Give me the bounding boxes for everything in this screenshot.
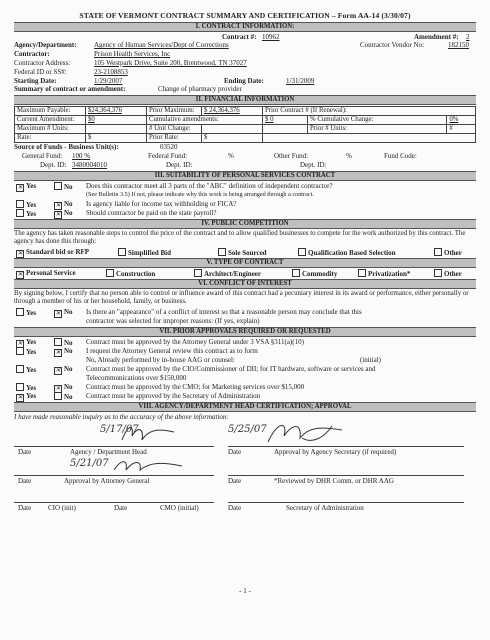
- no-label: No: [64, 199, 73, 208]
- conflict-question: [14, 308, 476, 317]
- conflict-no-checkbox[interactable]: ✕: [55, 311, 61, 318]
- section-1-heading: I. CONTRACT INFORMATION:: [14, 22, 476, 32]
- end-date: 1/31/2009: [286, 76, 315, 85]
- page-number: - 1 -: [239, 587, 251, 595]
- fedid-value: 23-2108853: [94, 67, 128, 76]
- contract-number: 10962: [262, 32, 280, 41]
- attorney-general-label: Approval by Attorney General: [64, 477, 150, 486]
- agency-label: Agency/Department:: [14, 41, 77, 50]
- cumulative-change-value: 0%: [447, 116, 476, 125]
- signature-block: [14, 422, 476, 516]
- secretary-label: Approval by Agency Secretary (if required): [274, 448, 397, 457]
- certification-statement: I have made reasonable inquiry as to the accuracy of the above information:: [14, 413, 229, 422]
- cmo-text: Contract must be approved by the CMO; for Marketing services over $15,000: [86, 383, 305, 392]
- prior-rate-value: $: [202, 134, 263, 143]
- date-label-5: Date: [18, 504, 32, 513]
- contractor-label: Contractor:: [14, 50, 50, 59]
- conflict-text: By signing below, I certify that no person able to control or influence award of this contract had a pecuniary interest in its award or performance, either personally or through a member of his or her household, family, or business.: [14, 289, 469, 306]
- review-no-checkbox[interactable]: ✕: [55, 350, 61, 357]
- sole-sourced-checkbox[interactable]: [218, 248, 226, 256]
- payroll-yes-checkbox[interactable]: [16, 209, 24, 217]
- cio-no-checkbox[interactable]: ✕: [55, 368, 61, 375]
- cmo-label: CMO (initial): [160, 504, 199, 513]
- approval-sec-admin: [14, 392, 476, 401]
- contract-form: [14, 12, 476, 516]
- sole-sourced-label: Sole Sourced: [228, 248, 267, 257]
- competition-text: The agency has taken reasonable steps to control the price of the contract and to allow qualified businesses to compete for the work authorized by this contract. The agency has done this through:: [14, 229, 466, 245]
- funds-row: [14, 152, 476, 161]
- vendor-number: 182150: [448, 41, 469, 50]
- abc-question: [14, 182, 476, 191]
- financial-table: [14, 106, 476, 143]
- vendor-label: Contractor Vendor No:: [360, 41, 425, 50]
- simplified-bid-label: Simplified Bid: [128, 248, 171, 257]
- current-amendment-label: Current Amendment:: [15, 116, 86, 125]
- cmo-yes-checkbox[interactable]: [16, 383, 24, 391]
- fedid-label: Federal ID or SS#:: [14, 67, 67, 76]
- review-text: I request the Attorney General review this contract as to form: [86, 347, 258, 356]
- date-label-6: Date: [114, 504, 128, 513]
- abc-note-text: (See Bulletin 3.5) If not, please indicate why this work is being arranged through a contract.: [86, 190, 314, 198]
- abc-note: [14, 191, 476, 200]
- prior-max-value: $ 24,364,376: [202, 107, 263, 116]
- source-label: Source of Funds - Business Unit(s):: [14, 143, 119, 152]
- max-units-label: Maximum # Units:: [15, 125, 86, 134]
- architect-checkbox[interactable]: [194, 269, 202, 277]
- contract-type-options: [14, 269, 476, 278]
- section-3-heading: III. SUITABILITY OF PERSONAL SERVICES CONTRACT: [14, 171, 476, 181]
- date-label-4: Date: [228, 477, 242, 486]
- tax-question-text: Is agency liable for income tax withholding or FICA?: [86, 199, 237, 208]
- dept-id-label-3: Dept. ID:: [300, 160, 327, 169]
- type-other-checkbox[interactable]: [434, 269, 442, 277]
- amendment-number: 2: [466, 32, 470, 41]
- no-label: No: [64, 347, 73, 356]
- architect-label: Architect/Engineer: [204, 269, 262, 278]
- general-fund-value: 100 %: [72, 151, 91, 160]
- address-label: Contractor Address:: [14, 58, 71, 67]
- approval-cmo: [14, 383, 476, 392]
- dept-id-row: [14, 161, 476, 170]
- source-value: 03520: [160, 143, 178, 152]
- amendment-label: Amendment #:: [414, 32, 459, 41]
- handwritten-date-1: 5/17/07: [100, 424, 139, 436]
- qbs-checkbox[interactable]: [298, 248, 306, 256]
- summary-row: [14, 85, 476, 94]
- dept-id-label-1: Dept. ID:: [40, 160, 67, 169]
- personal-service-checkbox[interactable]: ✕: [17, 271, 23, 278]
- cumulative-change-label: % Cumulative Change:: [308, 116, 447, 125]
- federal-fund-value: %: [228, 151, 234, 160]
- no-label: No: [64, 393, 73, 402]
- date-label-7: Date: [228, 504, 242, 513]
- source-funds-row: [14, 143, 476, 152]
- contract-label: Contract #:: [222, 32, 257, 41]
- fund-code-label: Fund Code:: [384, 151, 417, 160]
- payroll-no-checkbox[interactable]: ✕: [55, 211, 61, 218]
- agency-head-signature: [118, 422, 178, 444]
- handwritten-date-2: 5/25/07: [228, 424, 267, 436]
- standard-bid-checkbox[interactable]: ✕: [17, 250, 23, 257]
- payroll-question: [14, 209, 476, 218]
- qbs-label: Qualification Based Selection: [308, 248, 396, 257]
- date-label-3: Date: [18, 477, 32, 486]
- competition-options: [14, 248, 476, 257]
- approval-ag-review: [14, 347, 476, 356]
- secadmin-yes-checkbox[interactable]: ✕: [17, 395, 23, 402]
- no-label: No: [64, 365, 73, 374]
- certification-text: [14, 413, 476, 422]
- review-yes-checkbox[interactable]: [16, 347, 24, 355]
- other-fund-value: %: [346, 151, 352, 160]
- other-fund-label: Other Fund:: [274, 151, 309, 160]
- max-pay-value: $24,364,376: [86, 107, 147, 116]
- ag-yes-checkbox[interactable]: ✕: [17, 341, 23, 348]
- ag-no-checkbox[interactable]: [54, 338, 62, 346]
- standard-bid-label: Standard bid or RFP: [26, 247, 90, 256]
- approval-ag: [14, 338, 476, 347]
- cio-text: Contract must be approved by the CIO/Commissioner of DII; for IT hardware, software or services and: [86, 365, 376, 374]
- contract-number-row: [14, 33, 476, 42]
- section-4-heading: IV. PUBLIC COMPETITION: [14, 219, 476, 229]
- prior-rate-label: Prior Rate:: [147, 134, 202, 143]
- prior-max-label: Prior Maximum:: [147, 107, 202, 116]
- payroll-question-text: Should contractor be paid on the state payroll?: [86, 208, 217, 217]
- rate-value: $: [86, 134, 147, 143]
- approval-cio-cont: [14, 374, 476, 383]
- contractor-row: [14, 50, 476, 59]
- dept-id-label-2: Dept. ID:: [166, 160, 193, 169]
- construction-label: Construction: [116, 269, 156, 278]
- prior-units-value: #: [447, 125, 476, 134]
- agency-head-label: Agency / Department Head: [70, 448, 147, 457]
- construction-checkbox[interactable]: [106, 269, 114, 277]
- rate-label: Rate:: [15, 134, 86, 143]
- conflict-question-text: Is there an "appearance" of a conflict of interest so that a reasonable person may conclude that this: [86, 308, 362, 317]
- commodity-checkbox[interactable]: [292, 269, 300, 277]
- max-pay-label: Maximum Payable:: [15, 107, 86, 116]
- section-7-heading: VII. PRIOR APPROVALS REQUIRED OR REQUESTED: [14, 327, 476, 337]
- secadmin-text: Contract must be approved by the Secretary of Administration: [86, 392, 261, 401]
- yes-label: Yes: [26, 366, 37, 375]
- approval-cio: [14, 365, 476, 374]
- no-label: No: [64, 182, 73, 191]
- no-label: No: [64, 339, 73, 348]
- prior-contract-label: Prior Contract # (If Renewal):: [263, 107, 476, 116]
- yes-label: Yes: [26, 209, 37, 218]
- section-6-heading: VI. CONFLICT OF INTEREST: [14, 279, 476, 289]
- summary-label: Summary of contract or amendment:: [14, 85, 126, 94]
- cumulative-amendments-label: Cumulative amendments:: [147, 116, 263, 125]
- conflict-yes-checkbox[interactable]: [16, 308, 24, 316]
- date-label-2: Date: [228, 448, 242, 457]
- start-date: 1/29/2007: [94, 76, 123, 85]
- secretary-signature: [262, 418, 352, 448]
- address-row: [14, 59, 476, 68]
- abc-question-text: Does this contractor meet all 3 parts of the "ABC" definition of independent contractor?: [86, 181, 333, 190]
- unit-change-label: # Unit Change:: [147, 125, 202, 134]
- no-label: No: [64, 308, 73, 317]
- section-2-heading: II. FINANCIAL INFORMATION: [14, 95, 476, 105]
- address-value: 105 Westpark Drive, Suite 200, Brentwood, TN 37027: [94, 58, 247, 67]
- simplified-bid-checkbox[interactable]: [118, 248, 126, 256]
- commodity-label: Commodity: [302, 269, 338, 278]
- yes-label: Yes: [26, 392, 37, 401]
- yes-label: Yes: [26, 338, 37, 347]
- cio-text-2: Telecommunications over $150,000: [86, 374, 187, 383]
- competition-other-checkbox[interactable]: [434, 248, 442, 256]
- privatization-label: Privatization*: [368, 269, 411, 278]
- abc-no-checkbox[interactable]: [54, 182, 62, 190]
- initial-label: (initial): [360, 356, 381, 365]
- approval-ag-inhouse: [14, 356, 476, 365]
- summary-value: Change of pharmacy provider: [158, 85, 242, 94]
- fedid-row: [14, 68, 476, 77]
- cio-yes-checkbox[interactable]: [16, 365, 24, 373]
- date-label-1: Date: [18, 448, 32, 457]
- competition-other-label: Other: [444, 248, 462, 257]
- tax-question: [14, 200, 476, 209]
- dates-row: [14, 77, 476, 86]
- general-fund-label: General Fund:: [22, 151, 63, 160]
- no-label: No: [64, 208, 73, 217]
- section-8-heading: VIII. AGENCY/DEPARTMENT HEAD CERTIFICATION; APPROVAL: [14, 402, 476, 412]
- ag-text: Contract must be approved by the Attorney General under 3 VSA §311(a)(10): [86, 338, 304, 347]
- yes-label: Yes: [26, 384, 37, 393]
- sec-admin-label: Secretary of Administration: [286, 504, 364, 513]
- abc-yes-checkbox[interactable]: ✕: [17, 184, 23, 191]
- yes-label: Yes: [26, 181, 37, 190]
- section-5-heading: V. TYPE OF CONTRACT: [14, 258, 476, 268]
- type-other-label: Other: [444, 269, 462, 278]
- agency-value: Agency of Human Services/Dept of Corrections: [94, 41, 229, 50]
- personal-service-label: Personal Service: [26, 268, 76, 277]
- start-label: Starting Date:: [14, 76, 57, 85]
- tax-yes-checkbox[interactable]: [16, 200, 24, 208]
- cmo-no-checkbox[interactable]: ✕: [55, 386, 61, 393]
- tax-no-checkbox[interactable]: ✕: [55, 202, 61, 209]
- inhouse-text: No, Already performed by in-house AAG or counsel:: [86, 356, 235, 365]
- conflict-question-cont: [14, 317, 476, 326]
- current-amendment-value: $0: [86, 116, 147, 125]
- attorney-general-signature: [110, 456, 190, 476]
- cio-label: CIO (init): [48, 504, 76, 513]
- yes-label: Yes: [26, 348, 37, 357]
- secadmin-no-checkbox[interactable]: [54, 392, 62, 400]
- form-title: STATE OF VERMONT CONTRACT SUMMARY AND CERTIFICATION – Form AA-14 (3/30/07): [79, 11, 411, 20]
- no-label: No: [64, 383, 73, 392]
- contractor-value: Prison Health Services, Inc: [94, 50, 171, 59]
- yes-label: Yes: [26, 200, 37, 209]
- dhr-label: *Reviewed by DHR Comm. or DHR AAG: [274, 477, 394, 486]
- end-label: Ending Date:: [224, 76, 264, 85]
- handwritten-date-3: 5/21/07: [70, 458, 109, 470]
- cumulative-amendments-value: $ 0: [263, 116, 308, 125]
- federal-fund-label: Federal Fund:: [148, 151, 188, 160]
- dept-id-value: 3480004010: [72, 160, 107, 169]
- agency-row: [14, 41, 476, 50]
- prior-units-label: Prior # Units:: [308, 125, 447, 134]
- yes-label: Yes: [26, 309, 37, 318]
- privatization-checkbox[interactable]: [358, 269, 366, 277]
- conflict-question-text-2: contractor was selected for improper reasons: (If yes, explain): [86, 317, 260, 326]
